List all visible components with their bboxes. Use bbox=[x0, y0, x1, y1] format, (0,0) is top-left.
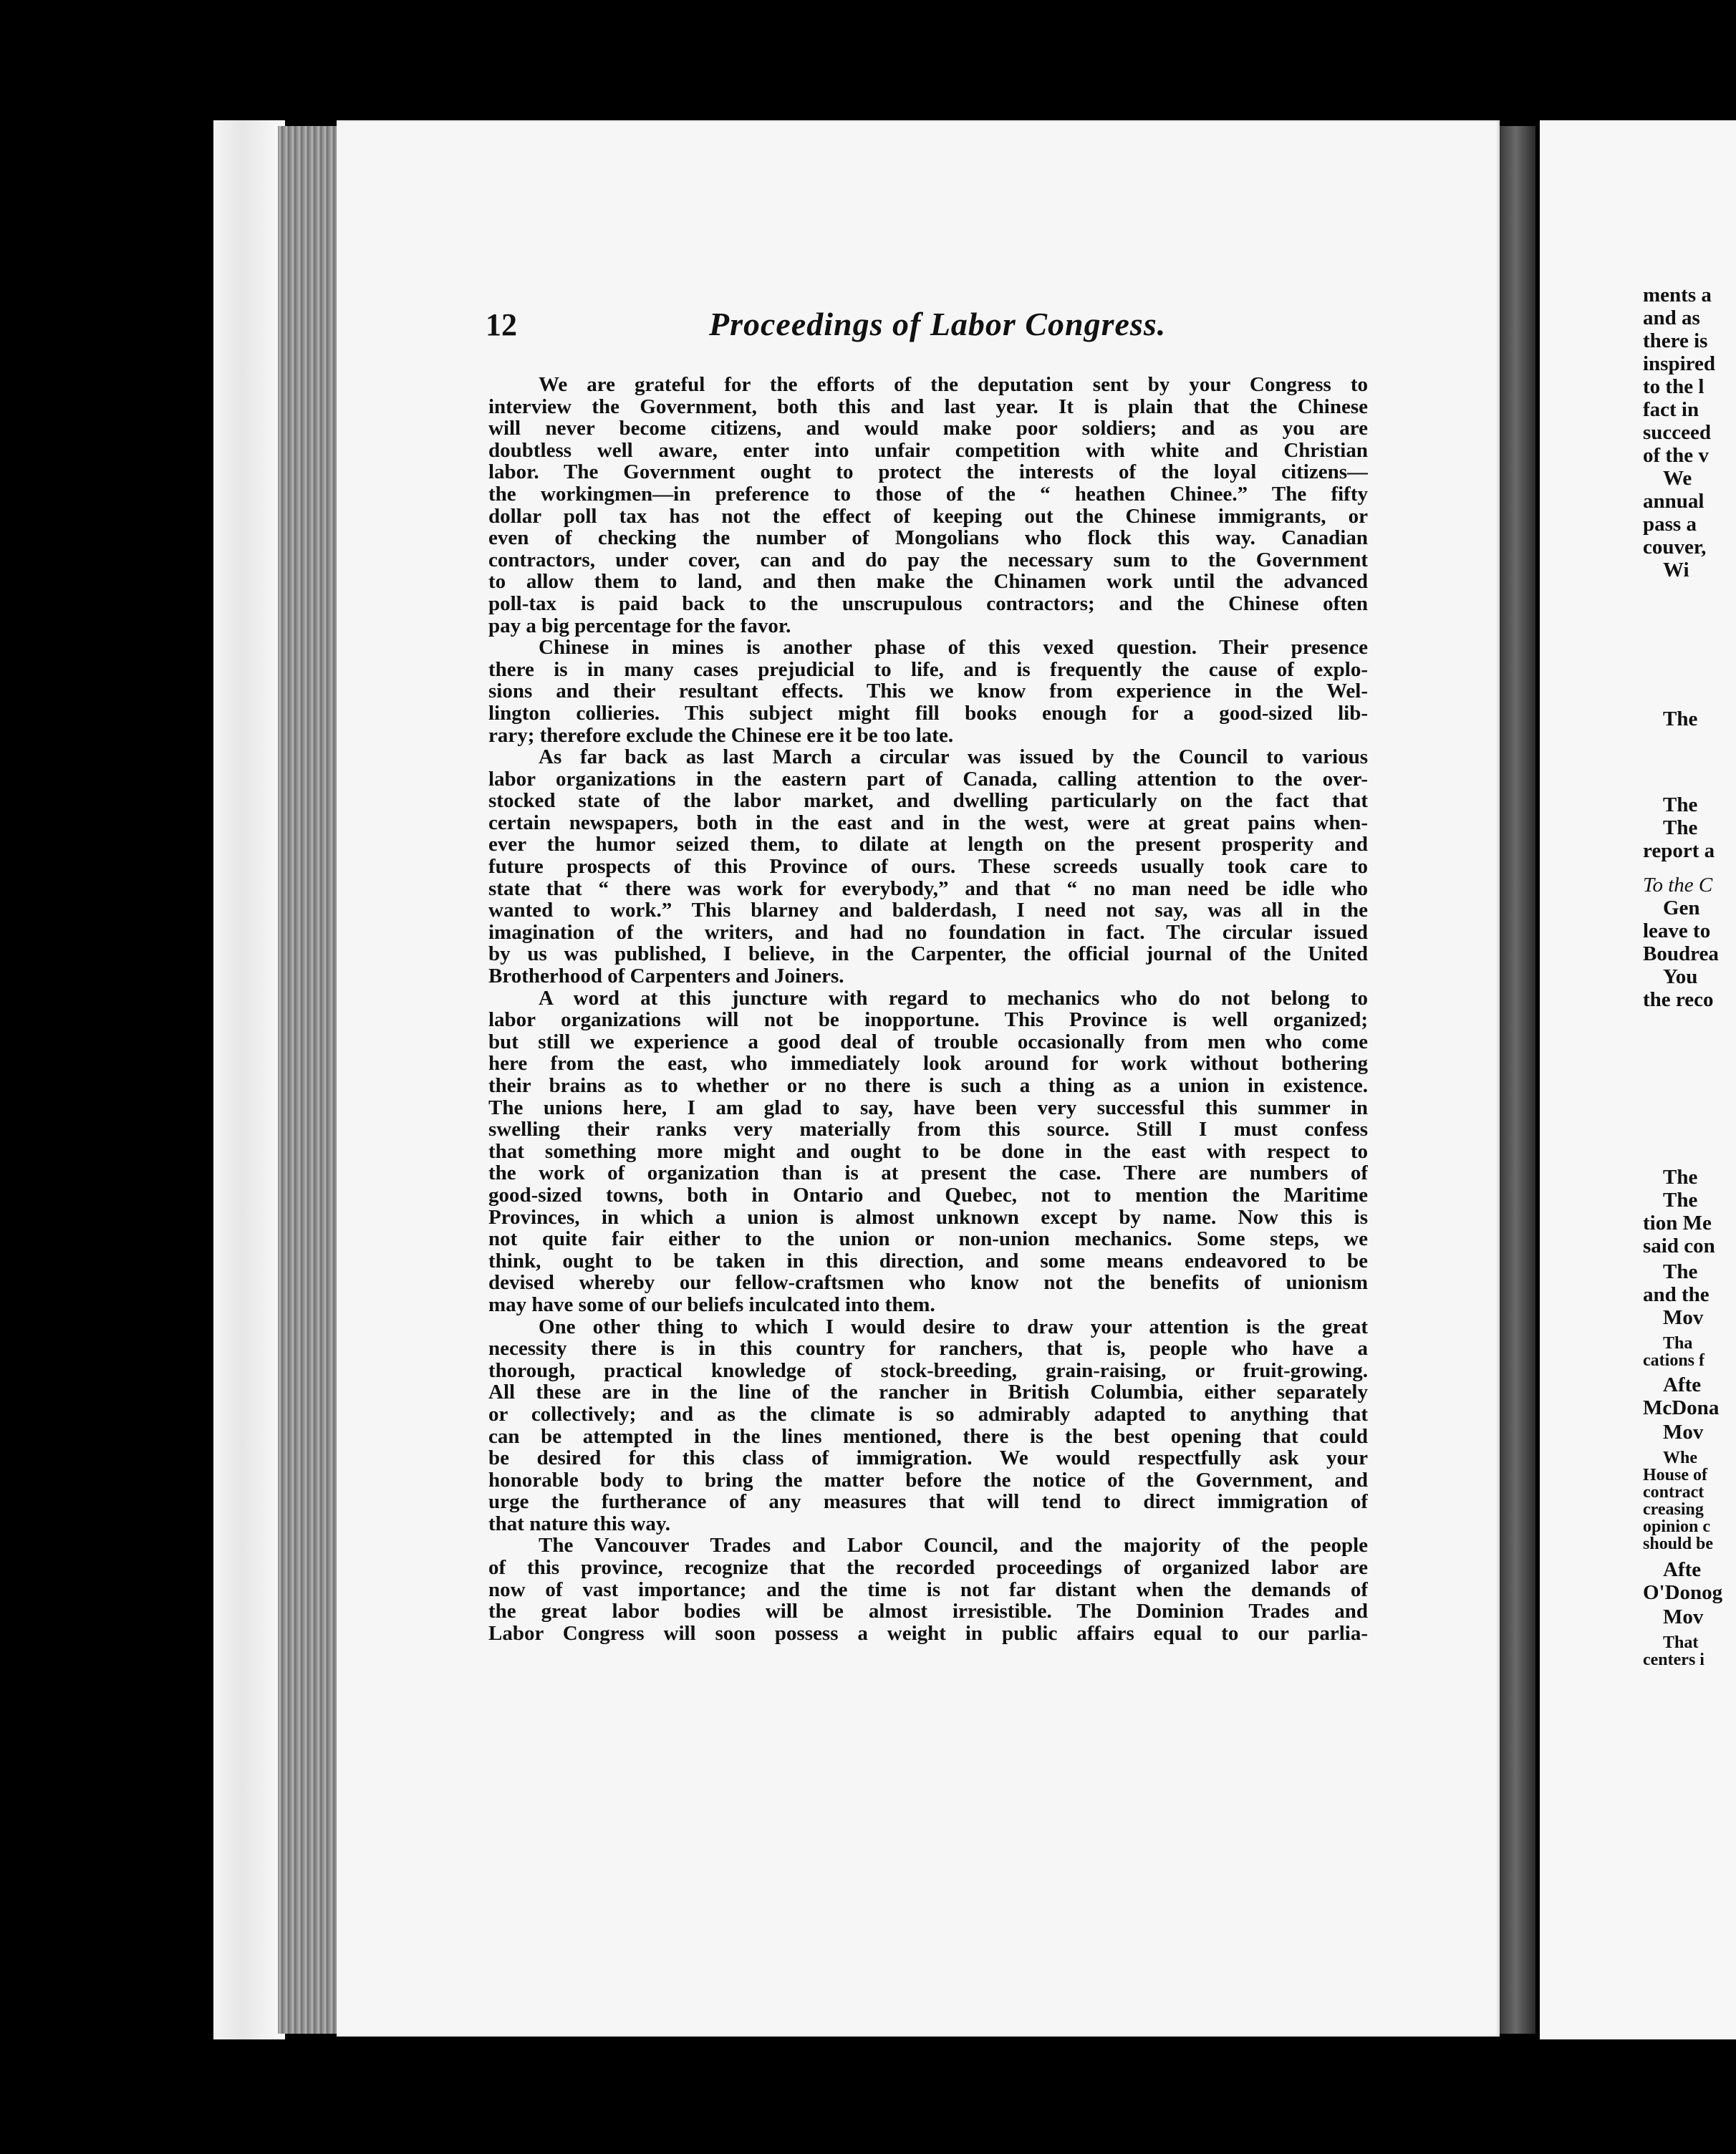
text-line: may have some of our beliefs inculcated into them. bbox=[488, 1293, 935, 1316]
text-line: labor. The Government ought to protect the interests of the loyal citizens— bbox=[488, 461, 1368, 483]
facing-page bbox=[1540, 120, 1736, 2039]
text-line: that something more might and ought to be done in the east with respect to bbox=[488, 1140, 1368, 1163]
text-line: that nature this way. bbox=[488, 1512, 671, 1535]
text-line: even of checking the number of Mongolians who flock this way. Canadian bbox=[488, 527, 1368, 549]
facing-page-fragment: inspired bbox=[1643, 352, 1716, 375]
facing-page-fragment: The bbox=[1663, 707, 1698, 730]
facing-page-fragment: Afte bbox=[1663, 1558, 1702, 1581]
text-line: state that “ there was work for everybody,” and that “ no man need be idle who bbox=[488, 877, 1368, 900]
facing-page-fragment: and the bbox=[1643, 1283, 1710, 1306]
text-line: honorable body to bring the matter before the notice of the Government, and bbox=[488, 1469, 1368, 1492]
facing-page-fragment: succeed bbox=[1643, 421, 1712, 444]
facing-page-fragment: House of bbox=[1643, 1466, 1707, 1484]
text-line: can be attempted in the lines mentioned, there is the best opening that could bbox=[488, 1425, 1368, 1448]
text-line: but still we experience a good deal of trouble occasionally from men who come bbox=[488, 1030, 1368, 1053]
page-number: 12 bbox=[486, 307, 517, 342]
facing-page-fragment: That bbox=[1663, 1633, 1699, 1652]
facing-page-fragment: We bbox=[1663, 467, 1692, 490]
facing-page-fragment: McDona bbox=[1643, 1396, 1720, 1419]
facing-page-fragment: Afte bbox=[1663, 1373, 1702, 1396]
facing-page-fragment: Whe bbox=[1663, 1449, 1697, 1467]
facing-page-fragment: couver, bbox=[1643, 536, 1707, 559]
facing-page-fragment: Mov bbox=[1663, 1421, 1704, 1444]
text-line: dollar poll tax has not the effect of keeping out the Chinese immigrants, or bbox=[488, 505, 1368, 528]
facing-page-fragment: annual bbox=[1643, 490, 1704, 513]
text-line: pay a big percentage for the favor. bbox=[488, 614, 791, 637]
facing-page-fragment: Mov bbox=[1663, 1605, 1704, 1628]
facing-page-fragment: Boudrea bbox=[1643, 942, 1719, 965]
text-line: rary; therefore exclude the Chinese ere it be too late. bbox=[488, 724, 954, 747]
facing-page-fragment: should be bbox=[1643, 1535, 1714, 1553]
running-head: Proceedings of Labor Congress. bbox=[709, 306, 1167, 342]
text-line: interview the Government, both this and last year. It is plain that the Chinese bbox=[488, 395, 1368, 418]
text-line: doubtless well aware, enter into unfair competition with white and Christian bbox=[488, 439, 1368, 462]
text-line: imagination of the writers, and had no foundation in fact. The circular issued bbox=[488, 921, 1368, 944]
facing-page-fragment: report a bbox=[1643, 839, 1715, 862]
book-gutter bbox=[1500, 126, 1535, 2034]
text-line: labor organizations will not be inopportune. This Province is well organized; bbox=[488, 1009, 1368, 1031]
text-line: lington collieries. This subject might fill books enough for a good-sized lib- bbox=[488, 702, 1368, 725]
text-line: here from the east, who immediately look around for work without bothering bbox=[488, 1053, 1368, 1075]
text-line: labor organizations in the eastern part of Canada, calling attention to the over- bbox=[488, 768, 1368, 791]
text-line: Labor Congress will soon possess a weight in public affairs equal to our parlia- bbox=[488, 1622, 1368, 1645]
text-line: certain newspapers, both in the east and in the west, were at great pains when- bbox=[488, 811, 1368, 834]
facing-page-fragment: O'Donog bbox=[1643, 1581, 1723, 1604]
text-line: or collectively; and as the climate is so admirably adapted to anything that bbox=[488, 1403, 1368, 1426]
facing-page-fragment: tion Me bbox=[1643, 1212, 1712, 1235]
text-line: of this province, recognize that the recorded proceedings of organized labor are bbox=[488, 1557, 1368, 1579]
facing-page-fragment: Mov bbox=[1663, 1306, 1704, 1329]
text-line: good-sized towns, both in Ontario and Quebec, not to mention the Maritime bbox=[488, 1184, 1368, 1207]
text-line: We are grateful for the efforts of the deputation sent by your Congress to bbox=[539, 374, 1368, 396]
text-line: Brotherhood of Carpenters and Joiners. bbox=[488, 965, 844, 987]
facing-page-fragment: To the C bbox=[1643, 874, 1713, 897]
facing-page-fragment: The bbox=[1663, 1189, 1698, 1212]
facing-page-fragment: The bbox=[1663, 1260, 1698, 1283]
text-line: poll-tax is paid back to the unscrupulous contractors; and the Chinese often bbox=[488, 592, 1368, 615]
facing-page-fragment: pass a bbox=[1643, 513, 1697, 536]
text-line: The unions here, I am glad to say, have been very successful this summer in bbox=[488, 1096, 1368, 1119]
text-line: As far back as last March a circular was issued by the Council to various bbox=[539, 746, 1368, 768]
text-line: One other thing to which I would desire to draw your attention is the great bbox=[539, 1315, 1368, 1338]
page-edges-light bbox=[213, 120, 285, 2039]
facing-page-fragment: said con bbox=[1643, 1235, 1715, 1257]
text-line: A word at this juncture with regard to mechanics who do not belong to bbox=[539, 987, 1368, 1010]
facing-page-fragment: You bbox=[1663, 965, 1698, 988]
facing-page-fragment: The bbox=[1663, 1166, 1698, 1189]
text-line: urge the furtherance of any measures that will tend to direct immigration of bbox=[488, 1491, 1368, 1513]
facing-page-fragment: to the l bbox=[1643, 375, 1704, 398]
facing-page-fragment: The bbox=[1663, 793, 1698, 816]
text-line: ever the humor seized them, to dilate at length on the present prosperity and bbox=[488, 834, 1368, 856]
facing-page-fragment: Wi bbox=[1663, 559, 1689, 581]
facing-page-fragment: cations f bbox=[1643, 1351, 1704, 1370]
text-line: All these are in the line of the rancher in British Columbia, either separately bbox=[488, 1381, 1368, 1404]
text-line: sions and their resultant effects. This we know from experience in the Wel- bbox=[488, 680, 1368, 702]
facing-page-fragment: ments a bbox=[1643, 284, 1712, 306]
text-line: by us was published, I believe, in the Carpenter, the official journal of the United bbox=[488, 943, 1368, 966]
page-edges-dark bbox=[278, 126, 341, 2034]
facing-page-fragment: leave to bbox=[1643, 919, 1711, 942]
facing-page-fragment: Tha bbox=[1663, 1334, 1693, 1353]
text-line: the great labor bodies will be almost irresistible. The Dominion Trades and bbox=[488, 1600, 1368, 1623]
text-line: wanted to work.” This blarney and balderdash, I need not say, was all in the bbox=[488, 899, 1368, 922]
facing-page-fragment: and as bbox=[1643, 306, 1700, 329]
body-text bbox=[488, 374, 1368, 1644]
facing-page-fragment: of the v bbox=[1643, 444, 1709, 467]
text-line: the workingmen—in preference to those of the “ heathen Chinee.” The fifty bbox=[488, 483, 1368, 506]
text-line: future prospects of this Province of ours. These screeds usually took care to bbox=[488, 856, 1368, 878]
text-line: their brains as to whether or no there is such a thing as a union in existence. bbox=[488, 1075, 1368, 1097]
text-line: now of vast importance; and the time is not far distant when the demands of bbox=[488, 1578, 1368, 1601]
text-line: stocked state of the labor market, and dwelling particularly on the fact that bbox=[488, 790, 1368, 812]
text-line: will never become citizens, and would make poor soldiers; and as you are bbox=[488, 417, 1368, 440]
text-line: to allow them to land, and then make the Chinamen work until the advanced bbox=[488, 571, 1368, 593]
facing-page-fragment: the reco bbox=[1643, 988, 1714, 1011]
text-line: Chinese in mines is another phase of this vexed question. Their presence bbox=[539, 637, 1368, 659]
text-line: think, ought to be taken in this direction, and some means endeavored to be bbox=[488, 1250, 1368, 1272]
text-line: be desired for this class of immigration. We would respectfully ask your bbox=[488, 1447, 1368, 1469]
text-line: thorough, practical knowledge of stock-breeding, grain-raising, or fruit-growing. bbox=[488, 1359, 1368, 1382]
text-line: there is in many cases prejudicial to life, and is frequently the cause of explo- bbox=[488, 658, 1368, 681]
facing-page-fragment: The bbox=[1663, 816, 1698, 839]
facing-page-fragment: Gen bbox=[1663, 897, 1700, 919]
facing-page-fragment: fact in bbox=[1643, 398, 1699, 421]
text-line: Provinces, in which a union is almost unknown except by name. Now this is bbox=[488, 1206, 1368, 1229]
text-line: not quite fair either to the union or non-union mechanics. Some steps, we bbox=[488, 1228, 1368, 1250]
text-line: contractors, under cover, can and do pay the necessary sum to the Government bbox=[488, 549, 1368, 571]
text-line: The Vancouver Trades and Labor Council, and the majority of the people bbox=[539, 1535, 1368, 1557]
text-line: swelling their ranks very materially from this source. Still I must confess bbox=[488, 1119, 1368, 1141]
facing-page-fragment: centers i bbox=[1643, 1651, 1704, 1669]
facing-page-fragment: contract bbox=[1643, 1483, 1704, 1502]
facing-page-fragment: opinion c bbox=[1643, 1517, 1711, 1536]
text-line: devised whereby our fellow-craftsmen who know not the benefits of unionism bbox=[488, 1272, 1368, 1294]
text-line: the work of organization than is at present the case. There are numbers of bbox=[488, 1162, 1368, 1184]
facing-page-fragment: creasing bbox=[1643, 1500, 1704, 1519]
facing-page-fragment: there is bbox=[1643, 329, 1708, 352]
text-line: necessity there is in this country for ranchers, that is, people who have a bbox=[488, 1338, 1368, 1360]
